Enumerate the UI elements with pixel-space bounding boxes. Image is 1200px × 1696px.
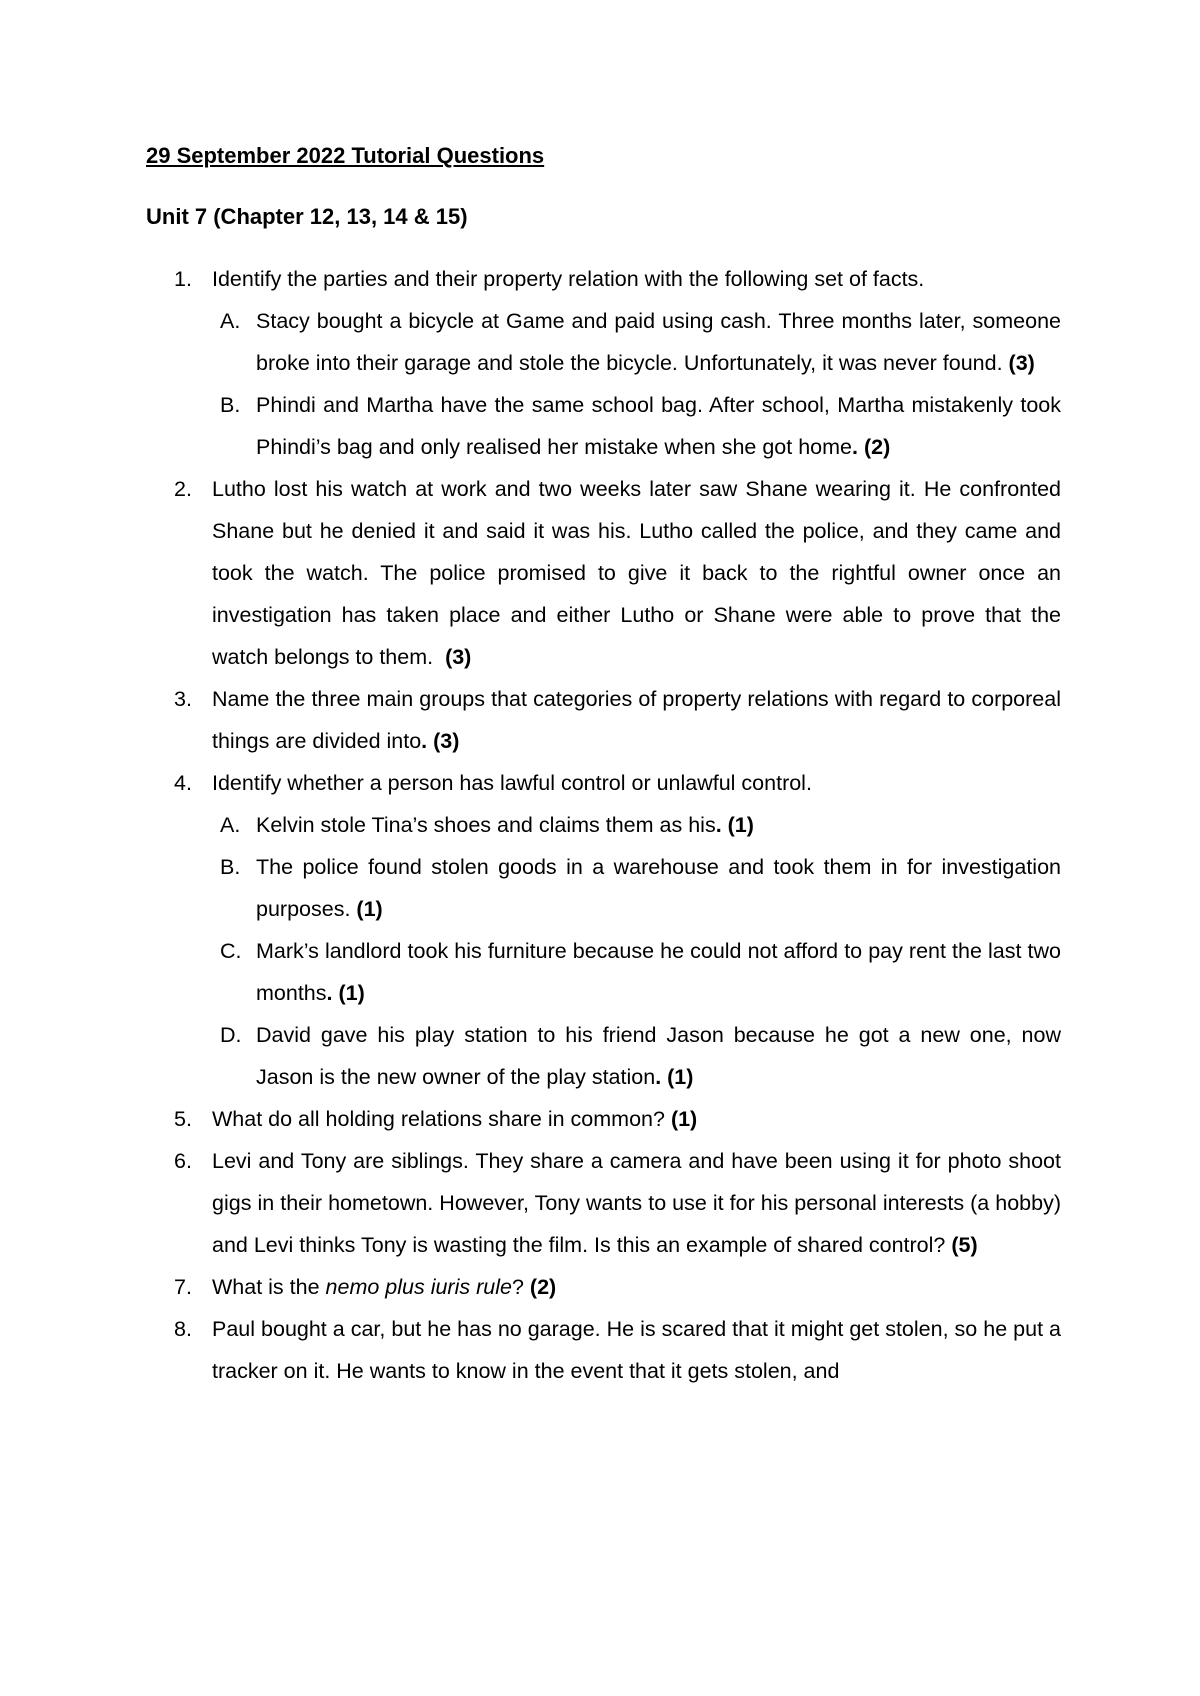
sub-question-4d <box>220 1014 1061 1098</box>
unit-heading: Unit 7 (Chapter 12, 13, 14 & 15) <box>146 204 468 229</box>
legal-term: nemo plus iuris rule <box>325 1275 512 1299</box>
question-text: What do all holding relations share in common? <box>212 1107 665 1131</box>
question-number: 6. <box>174 1149 192 1173</box>
question-number: 7. <box>174 1275 192 1299</box>
sub-question-letter: C. <box>220 939 242 963</box>
marks-label: (1) <box>356 897 383 921</box>
marks-label: (3) <box>445 645 472 669</box>
sub-question-text: David gave his play station to his friend Jason because he got a new one, now Jason is the new owner of the play station <box>256 1023 1061 1089</box>
sub-question-text: Phindi and Martha have the same school bag. After school, Martha mistakenly took Phindi’s bag and only realised her mistake when she got home <box>256 393 1061 459</box>
question-number: 5. <box>174 1107 192 1131</box>
question-1 <box>174 258 1061 468</box>
document-title: 29 September 2022 Tutorial Questions <box>146 143 545 168</box>
sub-question-text: Kelvin stole Tina’s shoes and claims them as his <box>256 813 716 837</box>
question-6 <box>174 1140 1061 1266</box>
marks-label: (3) <box>1008 351 1035 375</box>
question-4 <box>174 762 1061 1098</box>
question-3 <box>174 678 1061 762</box>
marks-label: (5) <box>951 1233 978 1257</box>
question-number: 8. <box>174 1317 192 1341</box>
question-8 <box>174 1308 1061 1392</box>
sub-question-4a <box>220 804 1061 846</box>
question-number: 2. <box>174 477 192 501</box>
marks-label: (2) <box>529 1275 557 1299</box>
marks-label: . (1) <box>326 981 365 1005</box>
question-text-end: ? <box>511 1275 524 1299</box>
question-text: Lutho lost his watch at work and two weeks later saw Shane wearing it. He confronted Shane but he denied it and said it was his. Lutho called the police, and they came and took the watch. The police promised to give it back to the rightful owner once an investigation has taken place and either Lutho or Shane were able to prove that the watch belongs to them. <box>212 477 1061 669</box>
marks-label: . (1) <box>655 1065 694 1089</box>
question-7 <box>174 1266 1061 1308</box>
marks-label: . (1) <box>715 813 754 837</box>
question-text: Identify whether a person has lawful control or unlawful control. <box>212 771 812 795</box>
sub-question-4b <box>220 846 1061 930</box>
question-text: Paul bought a car, but he has no garage. He is scared that it might get stolen, so he put a tracker on it. He wants to know in the event that it gets stolen, and <box>212 1317 1061 1383</box>
question-text: Levi and Tony are siblings. They share a camera and have been using it for photo shoot gigs in their hometown. However, Tony wants to use it for his personal interests (a hobby) and Levi thinks Tony is wasting the film. Is this an example of shared control? <box>212 1149 1061 1257</box>
question-list <box>0 258 1200 1392</box>
marks-label: . (3) <box>421 729 460 753</box>
question-number: 3. <box>174 687 192 711</box>
question-number: 1. <box>174 267 192 291</box>
question-text: What is the <box>212 1275 320 1299</box>
question-text: Identify the parties and their property relation with the following set of facts. <box>212 267 925 291</box>
question-number: 4. <box>174 771 192 795</box>
sub-question-letter: B. <box>220 855 241 879</box>
sub-question-text: The police found stolen goods in a warehouse and took them in for investigation purposes. <box>256 855 1061 921</box>
sub-question-letter: A. <box>220 309 241 333</box>
sub-question-4c <box>220 930 1061 1014</box>
question-2 <box>174 468 1061 678</box>
sub-question-letter: D. <box>220 1023 242 1047</box>
sub-question-1b <box>220 384 1061 468</box>
question-5 <box>174 1098 1061 1140</box>
sub-question-text: Mark’s landlord took his furniture because he could not afford to pay rent the last two months <box>256 939 1061 1005</box>
marks-label: (1) <box>670 1107 698 1131</box>
marks-label: . (2) <box>852 435 891 459</box>
question-text: Name the three main groups that categories of property relations with regard to corporeal things are divided into <box>212 687 1061 753</box>
sub-question-1a <box>220 300 1061 384</box>
sub-question-letter: B. <box>220 393 241 417</box>
sub-question-letter: A. <box>220 813 241 837</box>
sub-question-text: Stacy bought a bicycle at Game and paid using cash. Three months later, someone broke into their garage and stole the bicycle. Unfortunately, it was never found. <box>256 309 1061 375</box>
